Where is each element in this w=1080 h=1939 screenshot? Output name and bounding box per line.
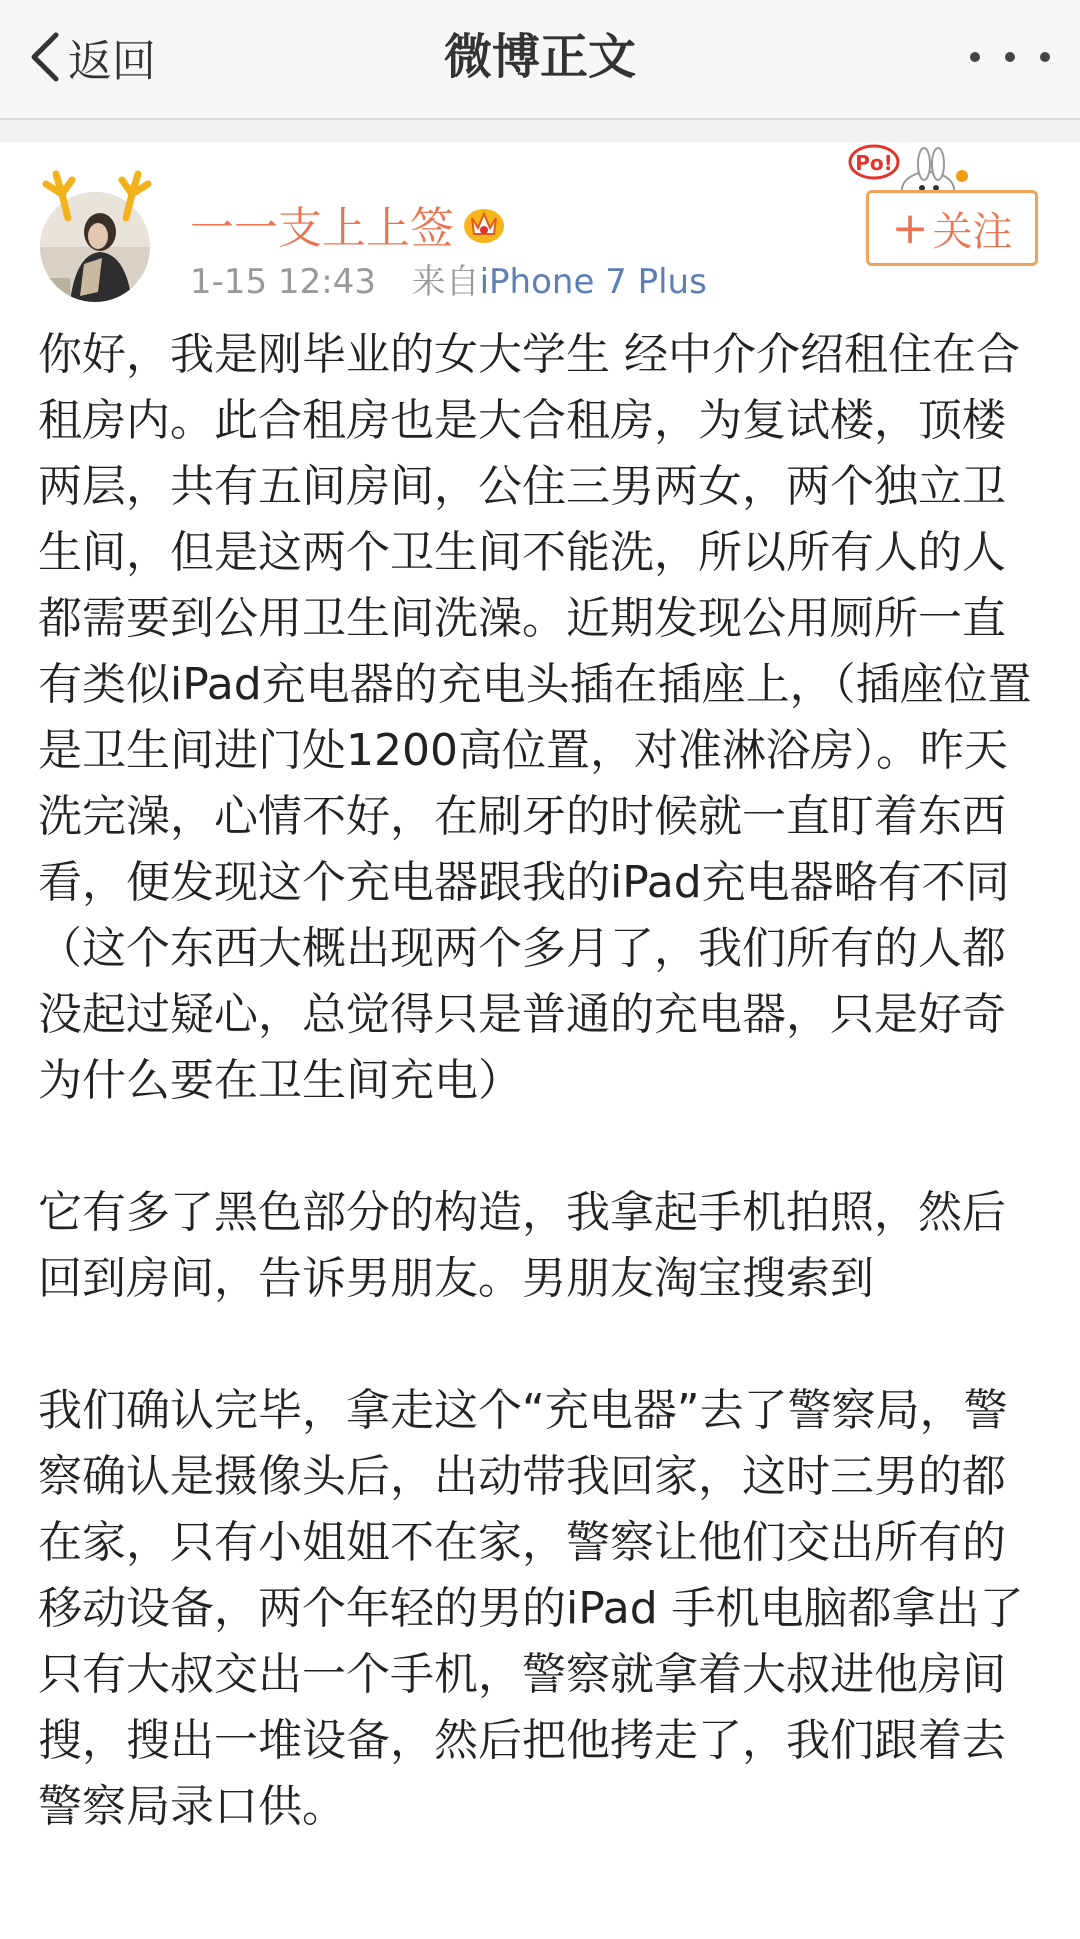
post-time: 1-15 12:43 — [190, 262, 376, 302]
author-name: 一一支上上签 — [190, 203, 454, 254]
source-prefix: 来自 — [411, 262, 480, 302]
post-body — [38, 322, 1038, 1840]
more-dots-icon — [970, 52, 980, 62]
back-label: 返回 — [68, 36, 156, 87]
avatar[interactable] — [32, 164, 162, 314]
post-paragraph: 你好，我是刚毕业的女大学生 经中介介绍租住在合租房内。此合租房也是大合租房，为复试楼，顶楼两层，共有五间房间，公住三男两女，两个独立卫生间，但是这两个卫生间不能洗，所以所有人的人都需要到公用卫生间洗澡。近期发现公用厕所一直有类似iPad充电器的充电头插在插座上，（插座位置是卫生间进门处1200高位置，对准淋浴房）。昨天洗完澡，心情不好，在刷牙的时候就一直盯着东西看，便发现这个充电器跟我的iPad充电器略有不同（这个东西大概出现两个多月了，我们所有的人都没起过疑心，总觉得只是普通的充电器，只是好奇为什么要在卫生间充电） — [38, 329, 1032, 1106]
antlers-decoration — [32, 164, 162, 224]
more-dots-icon — [1005, 52, 1015, 62]
follow-button[interactable] — [866, 190, 1038, 266]
source-device[interactable]: iPhone 7 Plus — [479, 262, 707, 302]
author-header — [0, 142, 1080, 312]
more-options-button[interactable] — [970, 42, 1050, 72]
more-dots-icon — [1040, 52, 1050, 62]
section-divider — [0, 120, 1080, 142]
follow-label: 关注 — [932, 208, 1013, 255]
sticker-text: Po! — [855, 151, 893, 175]
top-navbar — [0, 0, 1080, 120]
vip-crown-icon — [462, 204, 506, 244]
author-name-row[interactable] — [190, 192, 506, 256]
plus-icon: + — [891, 202, 929, 254]
post-paragraph: 我们确认完毕，拿走这个“充电器”去了警察局，警察确认是摄像头后，出动带我回家，这时三男的都在家，只有小姐姐不在家，警察让他们交出所有的移动设备，两个年轻的男的iPad 手机电脑都拿出了 只有大叔交出一个手机，警察就拿着大叔进他房间搜，搜出一堆设备，然后把他拷走了，我们跟着去警察局录口供。 — [38, 1385, 1024, 1832]
page-title: 微博正文 — [443, 29, 636, 85]
post-meta — [190, 254, 707, 303]
post-paragraph: 它有多了黑色部分的构造，我拿起手机拍照，然后回到房间，告诉男朋友。男朋友淘宝搜索到 — [38, 1187, 1006, 1304]
